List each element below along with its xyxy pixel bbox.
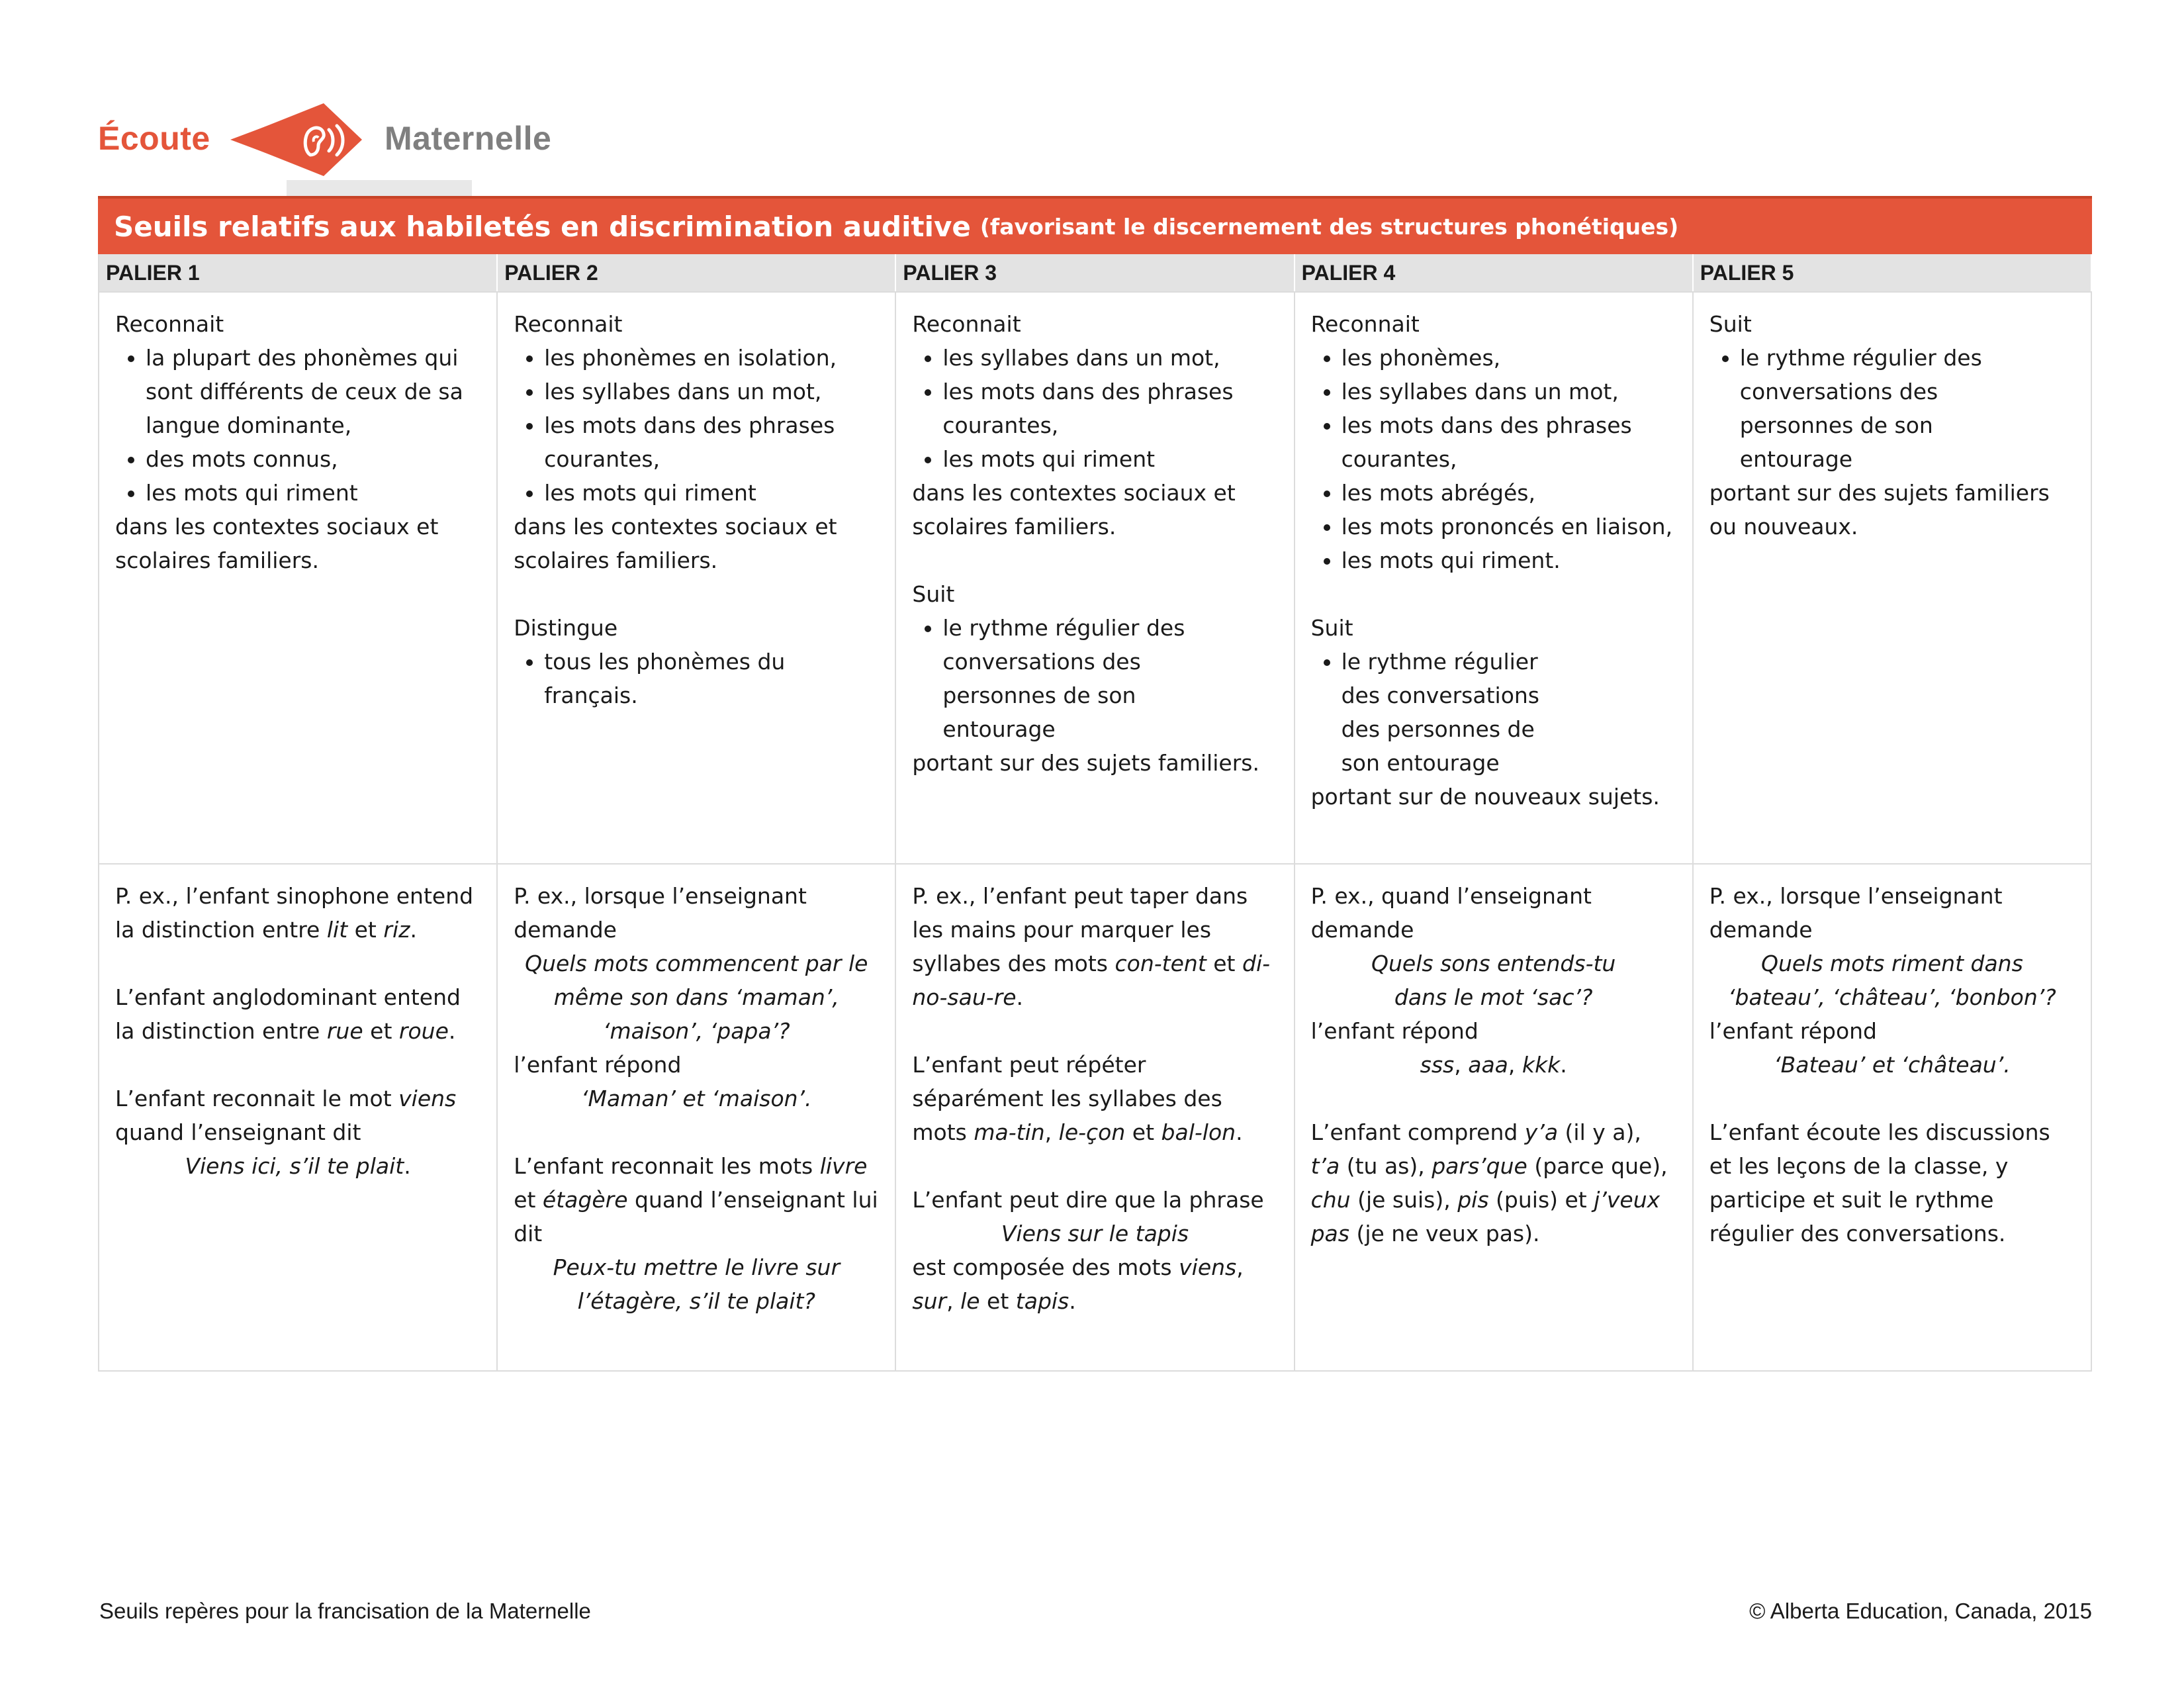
example-paragraph: P. ex., lorsque l’enseignant demande [514,883,807,943]
example-paragraph: P. ex., quand l’enseignant demande [1310,883,1592,943]
skill-item: • les syllabes dans un mot, [1342,375,1676,408]
skill-item: • les mots prononcés en liaison, [1342,510,1676,543]
skills-cell-palier-1 [99,291,498,863]
skill-item: • les mots abrégés, [1342,476,1676,510]
skill-verb: Reconnait [514,311,623,337]
example-quote: Peux-tu mettre le livre sur l’étagère, s’il te plait? [553,1254,841,1314]
thresholds-table [98,254,2092,1372]
skill-verb: Distingue [514,615,618,641]
skill-list [912,611,1277,746]
skill-list [1709,341,2075,476]
skill-list [514,645,879,712]
table-subtitle: (favorisant le discernement des structures phonétiques) [979,213,1679,240]
skill-context: dans les contextes sociaux et scolaires familiers. [514,514,837,573]
examples-cell-palier-3 [896,863,1295,1370]
skill-item: • les mots dans des phrases courantes, [1342,408,1676,476]
skill-list [1311,341,1676,577]
example-paragraph: L’enfant anglodominant entend la distinction entre rue et roue. [115,984,461,1044]
example-quote: Viens sur le tapis [1001,1221,1189,1246]
footer-copyright: © Alberta Education, Canada, 2015 [1749,1599,2092,1623]
section-label-maternelle: Maternelle [385,120,552,157]
column-header-palier-5: PALIER 5 [1694,254,2092,291]
skill-verb: Suit [912,581,955,607]
skills-cell-palier-3 [896,291,1295,863]
column-header-palier-3: PALIER 3 [896,254,1295,291]
example-quote: ‘Maman’ et ‘maison’. [581,1086,812,1111]
example-quote: Quels sons entends-tu dans le mot ‘sac’? [1371,951,1616,1010]
example-quote: ‘Bateau’ et ‘château’. [1774,1052,2011,1078]
example-quote: Quels mots commencent par le même son dans ‘maman’, ‘maison’, ‘papa’? [525,951,868,1044]
example-quote: sss, aaa, kkk. [1420,1052,1567,1078]
skill-item: • le rythme régulier des conversations des personnes de son entourage [942,611,1277,746]
example-paragraph: P. ex., lorsque l’enseignant demande [1709,883,2003,943]
skill-list [514,341,879,510]
skill-context: portant sur des sujets familiers ou nouveaux. [1709,480,2050,539]
table-title: Seuils relatifs aux habiletés en discrimination auditive [114,210,971,243]
skill-list [912,341,1277,476]
table-title-bar [98,196,2092,254]
skill-item: • les mots qui riment. [1342,543,1676,577]
skills-cell-palier-4 [1295,291,1694,863]
example-quote: Quels mots riment dans ‘bateau’, ‘château’, ‘bonbon’? [1728,951,2056,1010]
examples-cell-palier-5 [1694,863,2092,1370]
skill-item: • les phonèmes en isolation, [544,341,879,375]
example-paragraph: L’enfant écoute les discussions et les leçons de la classe, y participe et suit le rythme régulier des conversations. [1709,1119,2050,1246]
skill-context: portant sur des sujets familiers. [912,750,1259,776]
skill-item: • les mots dans des phrases courantes, [544,408,879,476]
skill-verb: Reconnait [912,311,1021,337]
skill-item: • les mots qui riment [942,442,1277,476]
column-header-palier-4: PALIER 4 [1295,254,1694,291]
skill-item: • les phonèmes, [1342,341,1676,375]
example-paragraph: L’enfant peut dire que la phrase [912,1187,1264,1213]
examples-cell-palier-2 [498,863,896,1370]
example-paragraph: l’enfant répond [514,1052,682,1078]
skill-item: • tous les phonèmes du français. [544,645,879,712]
example-paragraph: P. ex., l’enfant sinophone entend la distinction entre lit et riz. [115,883,474,943]
example-paragraph: P. ex., l’enfant peut taper dans les mains pour marquer les syllabes des mots con-tent et di-no-sau-re. [912,883,1271,1010]
skill-item: • le rythme régulier des conversations des personnes de son entourage [1342,645,1676,780]
footer-title: Seuils repères pour la francisation de la Maternelle [99,1599,591,1623]
section-label-ecoute: Écoute [98,120,210,157]
example-paragraph: l’enfant répond [1709,1018,1878,1044]
example-paragraph: L’enfant reconnait le mot viens quand l’enseignant dit [115,1086,457,1145]
skill-item: • les mots dans des phrases courantes, [942,375,1277,442]
skill-item: • les syllabes dans un mot, [942,341,1277,375]
column-header-palier-1: PALIER 1 [99,254,498,291]
skill-verb: Reconnait [1310,311,1420,337]
skill-list [1311,645,1676,780]
skill-context: dans les contextes sociaux et scolaires familiers. [115,514,439,573]
skill-verb: Suit [1310,615,1353,641]
example-paragraph: L’enfant peut répéter séparément les syllabes des mots ma-tin, le-çon et bal-lon. [912,1052,1243,1145]
skills-cell-palier-5 [1694,291,2092,863]
skill-verb: Suit [1709,311,1752,337]
skill-verb: Reconnait [115,311,224,337]
example-paragraph: l’enfant répond [1310,1018,1479,1044]
skill-item: • des mots connus, [146,442,480,476]
skill-context: portant sur de nouveaux sujets. [1310,784,1660,810]
column-header-palier-2: PALIER 2 [498,254,896,291]
skills-cell-palier-2 [498,291,896,863]
example-paragraph: L’enfant reconnait les mots livre et étagère quand l’enseignant lui dit [514,1153,878,1246]
example-quote: Viens ici, s’il te plait. [185,1153,411,1179]
skill-context: dans les contextes sociaux et scolaires familiers. [912,480,1236,539]
examples-cell-palier-1 [99,863,498,1370]
examples-cell-palier-4 [1295,863,1694,1370]
skill-item: • les syllabes dans un mot, [544,375,879,408]
example-paragraph: L’enfant comprend y’a (il y a), t’a (tu as), pars’que (parce que), chu (je suis), pis (puis) et j’veux pas (je ne veux pas). [1310,1119,1668,1246]
skill-list [115,341,480,510]
example-paragraph: est composée des mots viens, sur, le et tapis. [912,1254,1244,1314]
skill-item: • les mots qui riment [146,476,480,510]
document-header [98,99,627,192]
skill-item: • les mots qui riment [544,476,879,510]
skill-item: • la plupart des phonèmes qui sont différents de ceux de sa langue dominante, [146,341,480,442]
skill-item: • le rythme régulier des conversations des personnes de son entourage [1740,341,2075,476]
